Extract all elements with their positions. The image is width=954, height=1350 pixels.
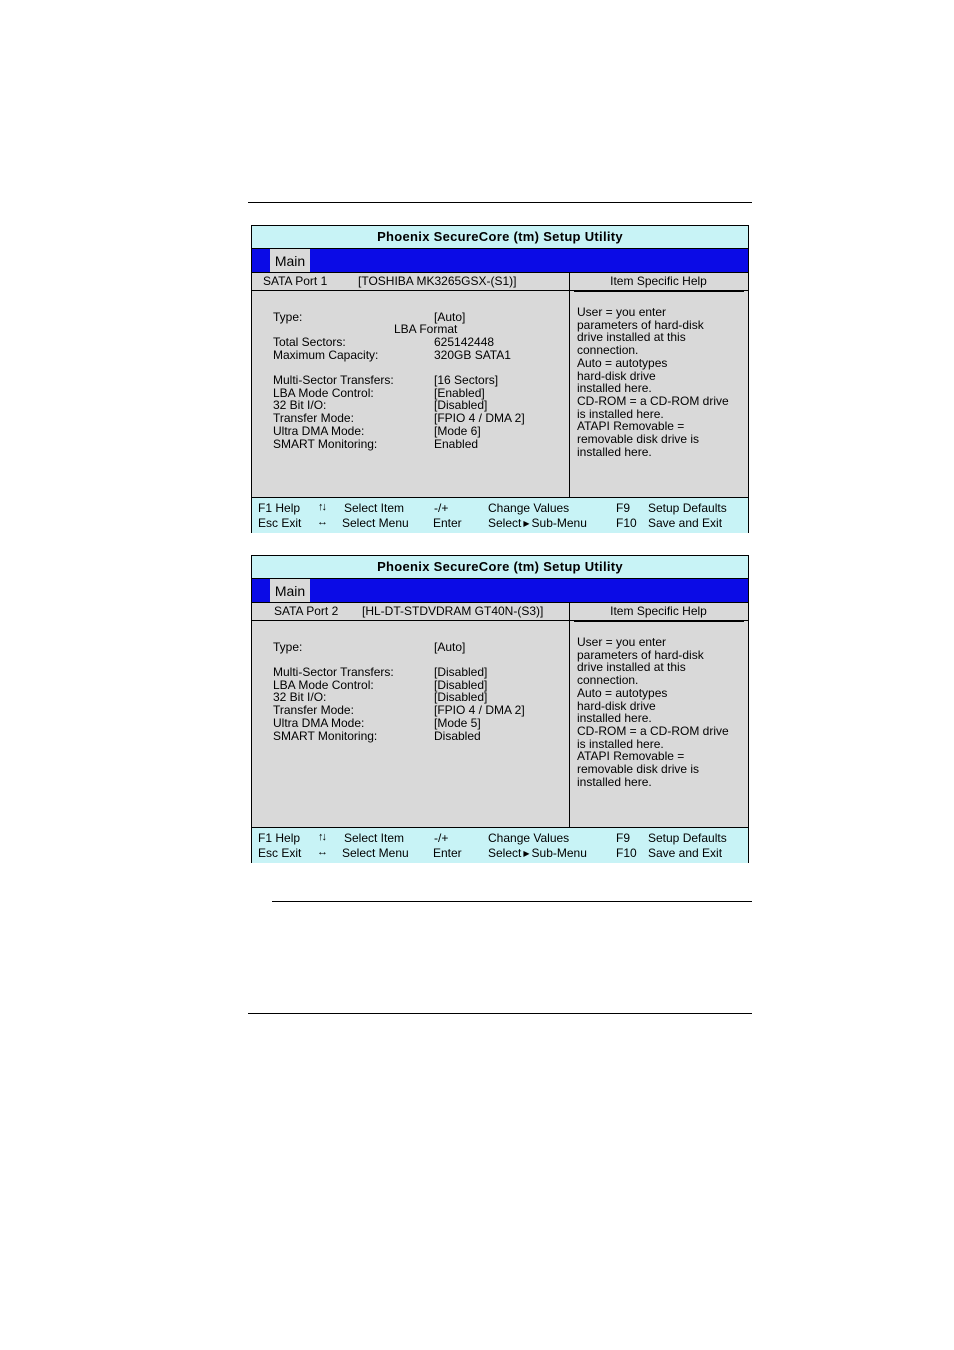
- total-sectors-value: 625142448: [434, 335, 495, 349]
- bios-title: Phoenix SecureCore (tm) Setup Utility: [252, 226, 748, 249]
- lba-mode-value[interactable]: [Enabled]: [434, 385, 485, 400]
- help-title: Item Specific Help: [610, 274, 707, 288]
- select-item-label: Select Item: [344, 501, 405, 515]
- key-legend-footer: [252, 497, 748, 533]
- type-label: Type:: [273, 640, 303, 654]
- select-menu-label: Select Menu: [342, 516, 409, 530]
- menu-bar: [252, 249, 748, 273]
- bios-screen-sata-port-1: [251, 225, 749, 533]
- bit32-value[interactable]: [Disabled]: [434, 398, 488, 413]
- port-label: SATA Port 2: [274, 604, 339, 618]
- submenu-header: [252, 273, 748, 291]
- port-label: SATA Port 1: [263, 274, 328, 288]
- submenu-arrow-icon: ▶: [523, 519, 530, 528]
- bit32-label: 32 Bit I/O:: [273, 690, 327, 705]
- udma-label: Ultra DMA Mode:: [273, 715, 365, 730]
- transfer-mode-label: Transfer Mode:: [273, 703, 354, 718]
- menu-bar: [252, 579, 748, 603]
- multi-sector-label: Multi-Sector Transfers:: [273, 373, 394, 387]
- save-exit-label: Save and Exit: [648, 846, 723, 860]
- setup-defaults-label: Setup Defaults: [648, 501, 727, 515]
- up-down-arrow-icon: ↑↓: [318, 501, 325, 513]
- key-esc: Esc Exit: [258, 846, 302, 860]
- panel-divider: [569, 273, 570, 497]
- note-rule: [272, 901, 752, 902]
- key-esc: Esc Exit: [258, 516, 302, 530]
- udma-label: Ultra DMA Mode:: [273, 423, 365, 438]
- port-device: [TOSHIBA MK3265GSX-(S1)]: [358, 274, 517, 288]
- bit32-label: 32 Bit I/O:: [273, 398, 327, 413]
- bit32-value[interactable]: [Disabled]: [434, 690, 488, 705]
- port-device: [HL-DT-STDVDRAM GT40N-(S3)]: [362, 604, 544, 618]
- multi-sector-label: Multi-Sector Transfers:: [273, 665, 394, 679]
- lba-format-label: LBA Format: [394, 322, 458, 336]
- submenu-arrow-icon: ▶: [523, 849, 530, 858]
- bios-title: Phoenix SecureCore (tm) Setup Utility: [252, 556, 748, 579]
- select-item-label: Select Item: [344, 831, 405, 845]
- help-underline: [574, 291, 744, 292]
- help-text: User = you enter parameters of hard-disk drive installed at this connection. Auto = autotypes hard-disk drive installed here. CD-ROM = a CD-ROM drive is installed here. ATAPI Removable = removable disk drive is installed here.: [577, 635, 729, 789]
- key-plus-minus: -/+: [434, 831, 449, 845]
- lba-mode-label: LBA Mode Control:: [273, 385, 374, 400]
- udma-value[interactable]: [Mode 5]: [434, 715, 481, 730]
- key-f9: F9: [616, 501, 631, 515]
- select-menu-label: Select Menu: [342, 846, 409, 860]
- type-value[interactable]: [Auto]: [434, 640, 466, 654]
- help-text: User = you enter parameters of hard-disk drive installed at this connection. Auto = autotypes hard-disk drive installed here. CD-ROM = a CD-ROM drive is installed here. ATAPI Removable = removable disk drive is installed here.: [577, 305, 729, 459]
- transfer-mode-label: Transfer Mode:: [273, 411, 354, 426]
- key-plus-minus: -/+: [434, 501, 449, 515]
- tab-main[interactable]: Main: [270, 249, 310, 272]
- lba-mode-label: LBA Mode Control:: [273, 677, 374, 692]
- setup-defaults-label: Setup Defaults: [648, 831, 727, 845]
- smart-label: SMART Monitoring:: [273, 436, 378, 451]
- bios-screen-sata-port-2: [251, 555, 749, 863]
- change-values-label: Change Values: [488, 501, 570, 515]
- left-right-arrow-icon: ↔: [317, 516, 326, 528]
- key-f1: F1 Help: [258, 501, 301, 515]
- key-enter: Enter: [433, 516, 462, 530]
- key-f10: F10: [616, 846, 637, 860]
- type-value[interactable]: [Auto]: [434, 310, 466, 324]
- key-enter: Enter: [433, 846, 462, 860]
- submenu-header: [252, 603, 748, 621]
- max-capacity-value: 320GB SATA1: [434, 348, 511, 362]
- top-rule: [248, 202, 752, 203]
- key-f1: F1 Help: [258, 831, 301, 845]
- udma-value[interactable]: [Mode 6]: [434, 423, 481, 438]
- lba-mode-value[interactable]: [Disabled]: [434, 677, 488, 692]
- select-submenu-label: Select ▶ Sub-Menu: [488, 516, 587, 530]
- transfer-mode-value[interactable]: [FPIO 4 / DMA 2]: [434, 703, 525, 718]
- tab-main[interactable]: Main: [270, 579, 310, 602]
- key-legend-footer: [252, 827, 748, 863]
- key-f9: F9: [616, 831, 631, 845]
- smart-value: Enabled: [434, 436, 479, 451]
- help-title: Item Specific Help: [610, 604, 707, 618]
- transfer-mode-value[interactable]: [FPIO 4 / DMA 2]: [434, 411, 525, 426]
- multi-sector-value[interactable]: [Disabled]: [434, 665, 488, 679]
- save-exit-label: Save and Exit: [648, 516, 723, 530]
- smart-value: Disabled: [434, 728, 481, 743]
- max-capacity-label: Maximum Capacity:: [273, 348, 379, 362]
- type-label: Type:: [273, 310, 303, 324]
- left-right-arrow-icon: ↔: [317, 846, 326, 858]
- panel-divider: [569, 603, 570, 827]
- multi-sector-value[interactable]: [16 Sectors]: [434, 373, 499, 387]
- change-values-label: Change Values: [488, 831, 570, 845]
- key-f10: F10: [616, 516, 637, 530]
- smart-label: SMART Monitoring:: [273, 728, 378, 743]
- bottom-rule: [248, 1013, 752, 1014]
- help-underline: [574, 621, 744, 622]
- select-submenu-label: Select ▶ Sub-Menu: [488, 846, 587, 860]
- up-down-arrow-icon: ↑↓: [318, 831, 325, 843]
- total-sectors-label: Total Sectors:: [273, 335, 346, 349]
